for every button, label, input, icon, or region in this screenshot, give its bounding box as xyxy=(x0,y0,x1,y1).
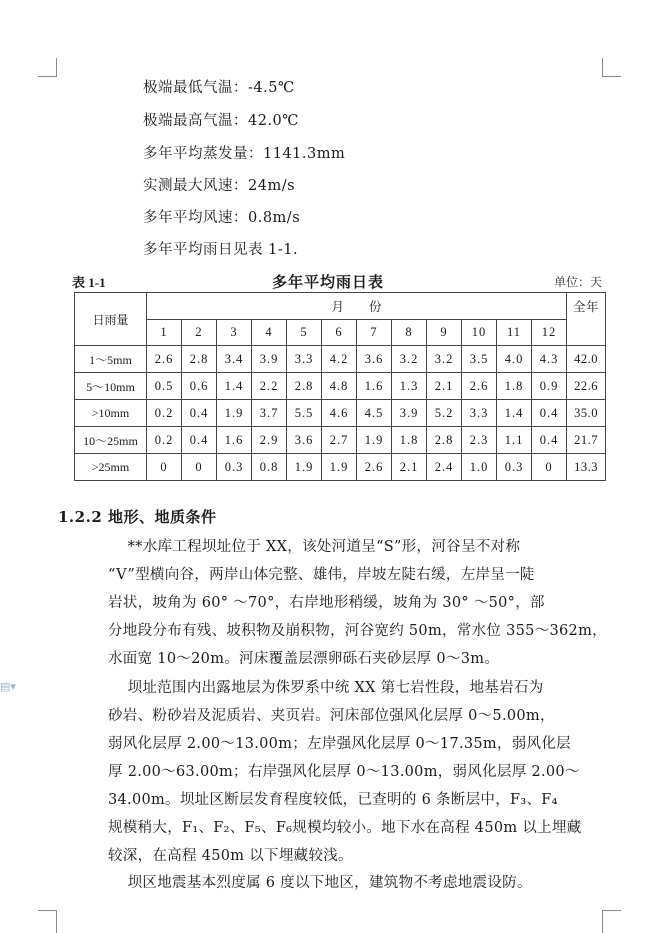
table-cell: 3.9 xyxy=(252,346,287,373)
table-cell: 4.6 xyxy=(322,400,357,427)
table-cell: 1.4 xyxy=(497,400,532,427)
table-cell: 1.9 xyxy=(357,427,392,454)
table-cell: 1.6 xyxy=(217,427,252,454)
table-cell: 0 xyxy=(532,454,567,481)
paragraph-line: 砂岩、粉砂岩及泥质岩、夹页岩。河床部位强风化层厚 0～5.00m， xyxy=(108,708,555,724)
table-cell: 0.2 xyxy=(147,427,182,454)
climate-line-max-wind: 实测最大风速：24m/s xyxy=(143,178,296,194)
row-total: 13.3 xyxy=(567,454,606,481)
table-header-row xyxy=(75,293,606,320)
table-cell: 3.2 xyxy=(427,346,462,373)
paragraph-line: 厚 2.00～63.00m；右岸强风化层厚 0～13.00m，弱风化层厚 2.00～ xyxy=(108,764,580,780)
table-cell: 1.8 xyxy=(392,427,427,454)
table-cell: 4.5 xyxy=(357,400,392,427)
month-header: 6 xyxy=(322,320,357,346)
table-cell: 3.6 xyxy=(357,346,392,373)
paragraph-terrain xyxy=(108,533,607,673)
month-header: 2 xyxy=(182,320,217,346)
table-row xyxy=(75,400,606,427)
month-header: 12 xyxy=(532,320,567,346)
paragraph-line: 岩状，坡角为 60° ～70°，右岸地形稍缓，坡角为 30° ～50°，部 xyxy=(108,595,545,611)
paragraph-geology xyxy=(108,674,600,870)
table-cell: 0.2 xyxy=(147,400,182,427)
table-cell: 2.9 xyxy=(252,427,287,454)
table-cell: 1.8 xyxy=(497,373,532,400)
table-cell: 1.3 xyxy=(392,373,427,400)
table-cell: 0.3 xyxy=(497,454,532,481)
table-row xyxy=(75,373,606,400)
month-header: 3 xyxy=(217,320,252,346)
table-title: 多年平均雨日表 xyxy=(272,273,385,291)
page-corner-mark-bottom-left xyxy=(38,910,57,933)
month-header: 5 xyxy=(287,320,322,346)
page-corner-mark-top-right xyxy=(602,58,621,77)
row-label: >25mm xyxy=(75,454,147,481)
table-cell: 4.0 xyxy=(497,346,532,373)
table-cell: 1.9 xyxy=(322,454,357,481)
page-corner-mark-top-left xyxy=(38,58,57,77)
climate-line-evaporation: 多年平均蒸发量：1141.3mm xyxy=(143,146,346,162)
climate-line-min-temp: 极端最低气温：-4.5℃ xyxy=(143,80,295,96)
table-cell: 0 xyxy=(147,454,182,481)
table-number: 表 1-1 xyxy=(72,275,106,290)
table-cell: 3.7 xyxy=(252,400,287,427)
table-cell: 0.8 xyxy=(252,454,287,481)
table-cell: 4.3 xyxy=(532,346,567,373)
page-corner-mark-bottom-right xyxy=(602,910,621,933)
table-cell: 2.1 xyxy=(427,373,462,400)
month-header: 9 xyxy=(427,320,462,346)
table-cell: 3.3 xyxy=(462,400,497,427)
month-group-header: 月 份 xyxy=(147,293,567,320)
table-cell: 3.2 xyxy=(392,346,427,373)
table-cell: 2.8 xyxy=(182,346,217,373)
row-total: 21.7 xyxy=(567,427,606,454)
table-cell: 3.4 xyxy=(217,346,252,373)
table-cell: 1.1 xyxy=(497,427,532,454)
climate-line-max-temp: 极端最高气温：42.0℃ xyxy=(143,113,300,129)
table-cell: 0.6 xyxy=(182,373,217,400)
table-cell: 0.4 xyxy=(182,400,217,427)
corner-header: 日雨量 xyxy=(75,293,147,346)
table-cell: 4.8 xyxy=(322,373,357,400)
table-cell: 1.9 xyxy=(287,454,322,481)
table-cell: 3.3 xyxy=(287,346,322,373)
table-cell: 0.4 xyxy=(532,400,567,427)
row-total: 22.6 xyxy=(567,373,606,400)
table-cell: 1.6 xyxy=(357,373,392,400)
table-cell: 3.5 xyxy=(462,346,497,373)
table-cell: 1.9 xyxy=(217,400,252,427)
row-label: >10mm xyxy=(75,400,147,427)
table-cell: 5.5 xyxy=(287,400,322,427)
table-cell: 2.6 xyxy=(357,454,392,481)
climate-line-avg-wind: 多年平均风速：0.8m/s xyxy=(143,210,301,226)
table-cell: 2.8 xyxy=(427,427,462,454)
paragraph-line: 坝区地震基本烈度属 6 度以下地区，建筑物不考虑地震设防。 xyxy=(108,875,532,891)
month-header: 10 xyxy=(462,320,497,346)
paragraph-line: 规模稍大，F₁、F₂、F₅、F₆规模均较小。地下水在高程 450m 以上埋藏 xyxy=(108,820,582,836)
table-cell: 4.2 xyxy=(322,346,357,373)
table-cell: 1.4 xyxy=(217,373,252,400)
table-caption xyxy=(72,271,604,289)
row-label: 5～10mm xyxy=(75,373,147,400)
table-cell: 0.9 xyxy=(532,373,567,400)
paragraph-line: 坝址范围内出露地层为侏罗系中统 XX 第七岩性段，地基岩石为 xyxy=(108,680,544,696)
table-unit: 单位：天 xyxy=(553,275,602,289)
table-cell: 5.2 xyxy=(427,400,462,427)
paragraph-line: 较深，在高程 450m 以下埋藏较浅。 xyxy=(108,848,353,864)
total-header: 全年 xyxy=(567,293,606,346)
month-header: 1 xyxy=(147,320,182,346)
table-cell: 2.1 xyxy=(392,454,427,481)
table-cell: 1.0 xyxy=(462,454,497,481)
row-label: 10～25mm xyxy=(75,427,147,454)
table-row xyxy=(75,427,606,454)
table-cell: 2.7 xyxy=(322,427,357,454)
table-cell: 2.3 xyxy=(462,427,497,454)
rain-days-table xyxy=(74,292,606,481)
month-number-row xyxy=(75,320,606,346)
table-row xyxy=(75,346,606,373)
table-cell: 3.9 xyxy=(392,400,427,427)
table-cell: 2.8 xyxy=(287,373,322,400)
month-header: 4 xyxy=(252,320,287,346)
month-header: 7 xyxy=(357,320,392,346)
table-cell: 0.4 xyxy=(532,427,567,454)
climate-line-rain-days-ref: 多年平均雨日见表 1-1. xyxy=(143,242,299,258)
table-cell: 2.6 xyxy=(462,373,497,400)
row-total: 35.0 xyxy=(567,400,606,427)
table-cell: 2.2 xyxy=(252,373,287,400)
table-cell: 0.3 xyxy=(217,454,252,481)
table-row xyxy=(75,454,606,481)
table-cell: 0.5 xyxy=(147,373,182,400)
row-label: 1～5mm xyxy=(75,346,147,373)
row-total: 42.0 xyxy=(567,346,606,373)
paragraph-line: 水面宽 10～20m。河床覆盖层漂卵砾石夹砂层厚 0～3m。 xyxy=(108,651,500,667)
month-header: 8 xyxy=(392,320,427,346)
paragraph-seismic xyxy=(108,869,600,897)
paragraph-line: “V”型横向谷，两岸山体完整、雄伟，岸坡左陡右缓，左岸呈一陡 xyxy=(108,567,535,583)
paragraph-line: 34.00m。坝址区断层发育程度较低，已查明的 6 条断层中，F₃、F₄ xyxy=(108,792,558,808)
table-cell: 0.4 xyxy=(182,427,217,454)
paragraph-line: 弱风化层厚 2.00～13.00m；左岸强风化层厚 0～17.35m，弱风化层 xyxy=(108,736,571,752)
section-heading: 1.2.2 地形、地质条件 xyxy=(58,508,217,526)
month-header: 11 xyxy=(497,320,532,346)
table-cell: 3.6 xyxy=(287,427,322,454)
table-cell: 2.6 xyxy=(147,346,182,373)
paragraph-handle-icon[interactable]: ▤▾ xyxy=(0,680,16,693)
table-cell: 2.4 xyxy=(427,454,462,481)
table-cell: 0 xyxy=(182,454,217,481)
paragraph-line: 分地段分布有残、坡积物及崩积物，河谷宽约 50m，常水位 355～362m， xyxy=(108,623,607,639)
paragraph-line: **水库工程坝址位于 XX，该处河道呈“S”形，河谷呈不对称 xyxy=(108,539,521,555)
